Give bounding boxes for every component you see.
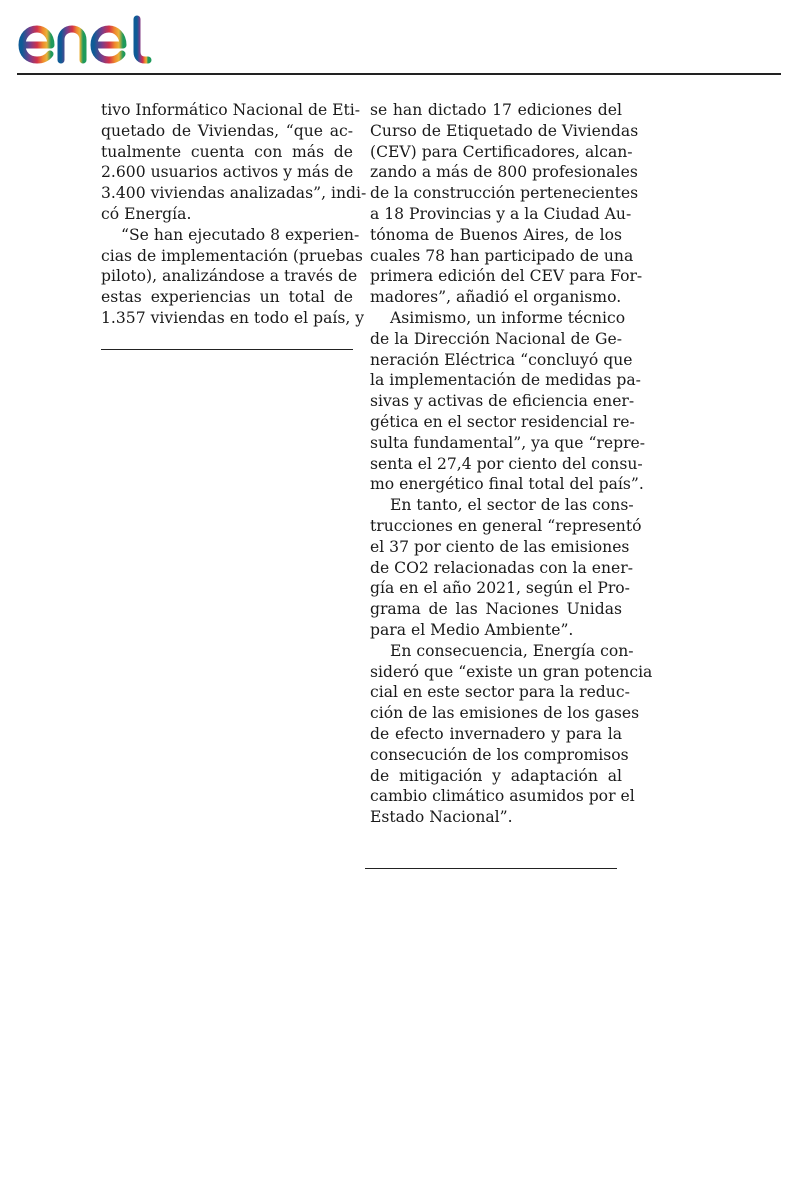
column-end-rule-left — [101, 349, 353, 350]
text-line: sideró que “existe un gran potencia — [370, 662, 653, 681]
text-line: 1.357 viviendas en todo el país, y — [101, 308, 365, 327]
text-line: 3.400 viviendas analizadas”, indi- — [101, 184, 367, 203]
text-line: 2.600 usuarios activos y más de — [101, 163, 354, 182]
text-line: tivo Informático Nacional de Eti- — [101, 101, 361, 119]
text-line: quetado de Viviendas, “que ac- — [101, 121, 353, 140]
article-column-right — [370, 100, 653, 828]
text-line: estas experiencias un total de — [101, 288, 353, 307]
header-divider — [17, 73, 781, 75]
text-line: cial en este sector para la reduc- — [370, 683, 630, 702]
text-line: de la construcción pertenecientes — [370, 184, 639, 203]
text-line: senta el 27,4 por ciento del consu- — [370, 454, 643, 473]
text-line: trucciones en general “representó — [370, 516, 642, 535]
text-line: tualmente cuenta con más de — [101, 142, 353, 161]
text-line: cuales 78 han participado de una — [370, 246, 634, 265]
text-line: grama de las Naciones Unidas — [370, 600, 622, 619]
text-line: Asimismo, un informe técnico — [390, 308, 626, 327]
article-column-left — [101, 100, 367, 329]
text-line: Curso de Etiquetado de Viviendas — [370, 121, 639, 140]
text-line: de la Dirección Nacional de Ge- — [370, 329, 622, 348]
text-line: “Se han ejecutado 8 experien- — [121, 225, 360, 244]
text-line: a 18 Provincias y a la Ciudad Au- — [370, 204, 632, 223]
text-line: cambio climático asumidos por el — [370, 787, 635, 806]
text-line: sivas y activas de eficiencia ener- — [370, 392, 635, 411]
text-line: zando a más de 800 profesionales — [370, 163, 638, 182]
text-line: piloto), analizándose a través de — [101, 267, 358, 286]
text-line: mo energético final total del país”. — [370, 475, 644, 494]
text-line: para el Medio Ambiente”. — [370, 620, 574, 639]
text-line: neración Eléctrica “concluyó que — [370, 350, 633, 369]
text-line: se han dictado 17 ediciones del — [370, 101, 622, 119]
text-line: primera edición del CEV para For- — [370, 267, 643, 286]
text-line: madores”, añadió el organismo. — [370, 288, 622, 307]
text-line: de mitigación y adaptación al — [370, 766, 622, 785]
text-line: el 37 por ciento de las emisiones — [370, 537, 630, 556]
text-line: Estado Nacional”. — [370, 808, 513, 827]
text-line: de efecto invernadero y para la — [370, 724, 622, 743]
column-end-rule-right — [365, 868, 617, 869]
text-line: En consecuencia, Energía con- — [390, 641, 634, 660]
text-line: tónoma de Buenos Aires, de los — [370, 225, 622, 244]
text-line: sulta fundamental”, ya que “repre- — [370, 433, 646, 452]
text-line: de CO2 relacionadas con la ener- — [370, 558, 633, 577]
text-line: (CEV) para Certificadores, alcan- — [370, 142, 633, 161]
text-line: có Energía. — [101, 204, 192, 223]
text-line: ción de las emisiones de los gases — [370, 704, 640, 723]
text-line: cias de implementación (pruebas — [101, 246, 363, 265]
text-line: la implementación de medidas pa- — [370, 371, 641, 390]
text-line: En tanto, el sector de las cons- — [390, 496, 634, 515]
text-line: consecución de los compromisos — [370, 745, 629, 764]
enel-logo — [17, 14, 169, 70]
text-line: gía en el año 2021, según el Pro- — [370, 579, 630, 598]
text-line: gética en el sector residencial re- — [370, 412, 635, 431]
